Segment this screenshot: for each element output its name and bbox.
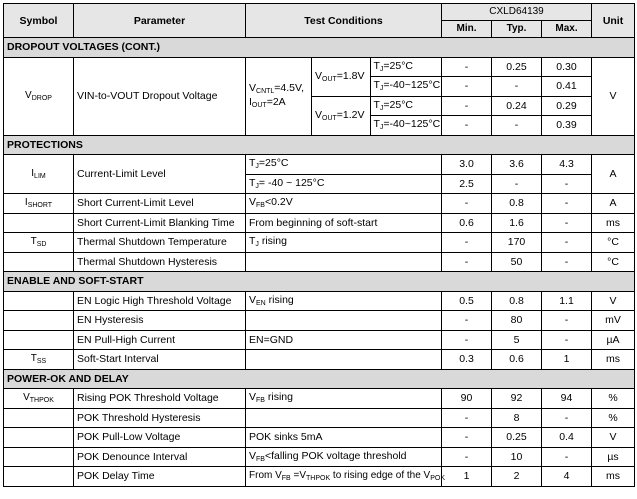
cond-vout12: $V_{OUT}=1.2V$ xyxy=(312,97,370,135)
value-max: 1.1 xyxy=(542,291,592,311)
unit-en-high: V xyxy=(592,291,635,311)
cond-blanking: From beginning of soft-start xyxy=(246,213,442,233)
value-max: - xyxy=(542,408,592,428)
electrical-characteristics-table xyxy=(3,3,635,487)
unit-en-pull: µA xyxy=(592,330,635,350)
table-row xyxy=(4,252,635,272)
table-row xyxy=(4,428,635,448)
symbol-ilim: $I_{LIM}$ xyxy=(4,155,74,194)
value-max: 4 xyxy=(542,467,592,487)
value-typ: - xyxy=(492,174,542,194)
table-row xyxy=(4,447,635,467)
value-typ: - xyxy=(492,116,542,136)
cond-en-high: $V_{EN}$ rising xyxy=(246,291,442,311)
cond-tj25: $T_J=25^\circ C$ xyxy=(370,97,441,116)
symbol-empty xyxy=(4,311,74,331)
param-tss: Soft-Start Interval xyxy=(74,350,246,370)
cond-tjrange: $T_J=-40\sim 125^\circ C$ xyxy=(373,118,441,132)
param-pok-pull: POK Pull-Low Voltage xyxy=(74,428,246,448)
table-row xyxy=(4,330,635,350)
param-en-high: EN Logic High Threshold Voltage xyxy=(74,291,246,311)
table-row xyxy=(4,311,635,331)
symbol-tsd: $T_{SD}$ xyxy=(4,233,74,253)
header-test-conditions: Test Conditions xyxy=(246,4,442,38)
unit-blanking: ms xyxy=(592,213,635,233)
cond-tjrange: $T_J=-40\sim 125^\circ C$ xyxy=(373,79,441,93)
value-typ: 2 xyxy=(492,467,542,487)
value-min: 0.3 xyxy=(442,350,492,370)
value-min: 2.5 xyxy=(442,174,492,194)
value-max: 1 xyxy=(542,350,592,370)
value-typ: 0.24 xyxy=(492,96,542,116)
symbol-vthpok: $V_{THPOK}$ xyxy=(4,389,74,409)
value-max: 0.4 xyxy=(542,428,592,448)
table-row xyxy=(4,57,635,77)
table-row xyxy=(4,155,635,175)
symbol-ishort: $I_{SHORT}$ xyxy=(4,194,74,214)
section-row xyxy=(4,135,635,155)
value-max: 0.39 xyxy=(542,116,592,136)
unit-vdrop: V xyxy=(592,57,635,135)
param-ishort: Short Current-Limit Level xyxy=(74,194,246,214)
table-row xyxy=(4,213,635,233)
cond-dropout-common: $V_{CNTL}=4.5V$, $I_{OUT}=2A$ xyxy=(246,57,312,135)
param-en-pull: EN Pull-High Current xyxy=(74,330,246,350)
section-row xyxy=(4,272,635,292)
unit-ishort: A xyxy=(592,194,635,214)
header-parameter: Parameter xyxy=(74,4,246,38)
value-typ: 0.25 xyxy=(492,428,542,448)
value-max: - xyxy=(542,194,592,214)
value-min: 90 xyxy=(442,389,492,409)
section-dropout: DROPOUT VOLTAGES (CONT.) xyxy=(4,38,635,58)
value-min: - xyxy=(442,428,492,448)
value-min: 1 xyxy=(442,467,492,487)
table-row xyxy=(4,467,635,487)
cond-empty xyxy=(246,350,442,370)
param-vthpok: Rising POK Threshold Voltage xyxy=(74,389,246,409)
symbol-empty xyxy=(4,447,74,467)
value-typ: 10 xyxy=(492,447,542,467)
cond-vout18: $V_{OUT}=1.8V$ xyxy=(312,58,370,96)
param-pok-delay: POK Delay Time xyxy=(74,467,246,487)
value-max: - xyxy=(542,213,592,233)
cond-ilim-range: $T_J= -40$ ~ 125°C xyxy=(246,174,442,194)
table-row xyxy=(4,350,635,370)
param-en-hyst: EN Hysteresis xyxy=(74,311,246,331)
header-symbol: Symbol xyxy=(4,4,74,38)
value-max: 0.29 xyxy=(542,96,592,116)
cond-vout12-group xyxy=(312,96,442,135)
cond-tj25: $T_J=25^\circ C$ xyxy=(370,58,441,77)
header-typ: Typ. xyxy=(492,21,542,38)
section-row xyxy=(4,369,635,389)
symbol-empty xyxy=(4,467,74,487)
param-tsd: Thermal Shutdown Temperature xyxy=(74,233,246,253)
header-row xyxy=(4,4,635,21)
param-ilim: Current-Limit Level xyxy=(74,155,246,194)
header-device: CXLD64139 xyxy=(442,4,592,21)
unit-vthpok: % xyxy=(592,389,635,409)
value-max: 4.3 xyxy=(542,155,592,175)
value-min: 0.5 xyxy=(442,291,492,311)
value-typ: 0.25 xyxy=(492,57,542,77)
param-dropout: VIN-to-VOUT Dropout Voltage xyxy=(74,57,246,135)
value-typ: - xyxy=(492,77,542,97)
unit-pok-pull: V xyxy=(592,428,635,448)
header-min: Min. xyxy=(442,21,492,38)
value-min: - xyxy=(442,330,492,350)
value-min: - xyxy=(442,311,492,331)
symbol-empty xyxy=(4,408,74,428)
section-pok: POWER-OK AND DELAY xyxy=(4,369,635,389)
value-typ: 0.6 xyxy=(492,350,542,370)
unit-pok-delay: ms xyxy=(592,467,635,487)
value-typ: 3.6 xyxy=(492,155,542,175)
unit-ilim: A xyxy=(592,155,635,194)
cond-vthpok: $V_{FB}$ rising xyxy=(246,389,442,409)
unit-en-hyst: mV xyxy=(592,311,635,331)
symbol-empty xyxy=(4,252,74,272)
table-row xyxy=(4,194,635,214)
value-typ: 170 xyxy=(492,233,542,253)
value-typ: 5 xyxy=(492,330,542,350)
value-max: 94 xyxy=(542,389,592,409)
symbol-empty xyxy=(4,213,74,233)
value-min: - xyxy=(442,233,492,253)
symbol-empty xyxy=(4,428,74,448)
unit-pok-hyst: % xyxy=(592,408,635,428)
cond-tsd: $T_J$ rising xyxy=(246,233,442,253)
param-thermal-hyst: Thermal Shutdown Hysteresis xyxy=(74,252,246,272)
value-max: - xyxy=(542,233,592,253)
value-min: - xyxy=(442,408,492,428)
cond-empty xyxy=(246,252,442,272)
value-max: 0.30 xyxy=(542,57,592,77)
unit-tsd: °C xyxy=(592,233,635,253)
param-pok-denounce: POK Denounce Interval xyxy=(74,447,246,467)
value-max: - xyxy=(542,252,592,272)
table-row xyxy=(4,233,635,253)
value-min: 0.6 xyxy=(442,213,492,233)
unit-thermal-hyst: °C xyxy=(592,252,635,272)
symbol-empty xyxy=(4,330,74,350)
value-typ: 0.8 xyxy=(492,194,542,214)
header-max: Max. xyxy=(542,21,592,38)
value-typ: 0.8 xyxy=(492,291,542,311)
value-min: - xyxy=(442,57,492,77)
unit-pok-denounce: µs xyxy=(592,447,635,467)
value-min: - xyxy=(442,252,492,272)
cond-pok-pull: POK sinks 5mA xyxy=(246,428,442,448)
value-min: - xyxy=(442,77,492,97)
value-min: - xyxy=(442,447,492,467)
value-max: 0.41 xyxy=(542,77,592,97)
cond-empty xyxy=(246,311,442,331)
value-typ: 80 xyxy=(492,311,542,331)
cond-vout18-group xyxy=(312,57,442,96)
table-row xyxy=(4,408,635,428)
table-row xyxy=(4,291,635,311)
cond-en-pull: EN=GND xyxy=(246,330,442,350)
cond-ishort: $V_{FB}<0.2V$ xyxy=(246,194,442,214)
table-row xyxy=(4,389,635,409)
symbol-empty xyxy=(4,291,74,311)
value-max: - xyxy=(542,330,592,350)
header-unit: Unit xyxy=(592,4,635,38)
value-min: - xyxy=(442,116,492,136)
cond-empty xyxy=(246,408,442,428)
value-max: - xyxy=(542,447,592,467)
param-pok-hyst: POK Threshold Hysteresis xyxy=(74,408,246,428)
value-max: - xyxy=(542,174,592,194)
symbol-vdrop: $V_{DROP}$ xyxy=(4,57,74,135)
value-min: - xyxy=(442,96,492,116)
value-min: - xyxy=(442,194,492,214)
symbol-tss: $T_{SS}$ xyxy=(4,350,74,370)
section-row xyxy=(4,38,635,58)
value-max: - xyxy=(542,311,592,331)
cond-ilim-25: $T_J=25^\circ C$ xyxy=(246,155,442,175)
cond-pok-denounce: $V_{FB}<falling$ POK voltage threshold xyxy=(246,447,442,467)
cond-pok-delay: From $V_{FB} =V_{THPOK}$ to rising edge of the $V_{POK}$ xyxy=(246,467,442,487)
value-typ: 50 xyxy=(492,252,542,272)
unit-tss: ms xyxy=(592,350,635,370)
value-typ: 92 xyxy=(492,389,542,409)
value-min: 3.0 xyxy=(442,155,492,175)
value-typ: 8 xyxy=(492,408,542,428)
value-typ: 1.6 xyxy=(492,213,542,233)
section-protections: PROTECTIONS xyxy=(4,135,635,155)
section-enable: ENABLE AND SOFT-START xyxy=(4,272,635,292)
param-blanking: Short Current-Limit Blanking Time xyxy=(74,213,246,233)
